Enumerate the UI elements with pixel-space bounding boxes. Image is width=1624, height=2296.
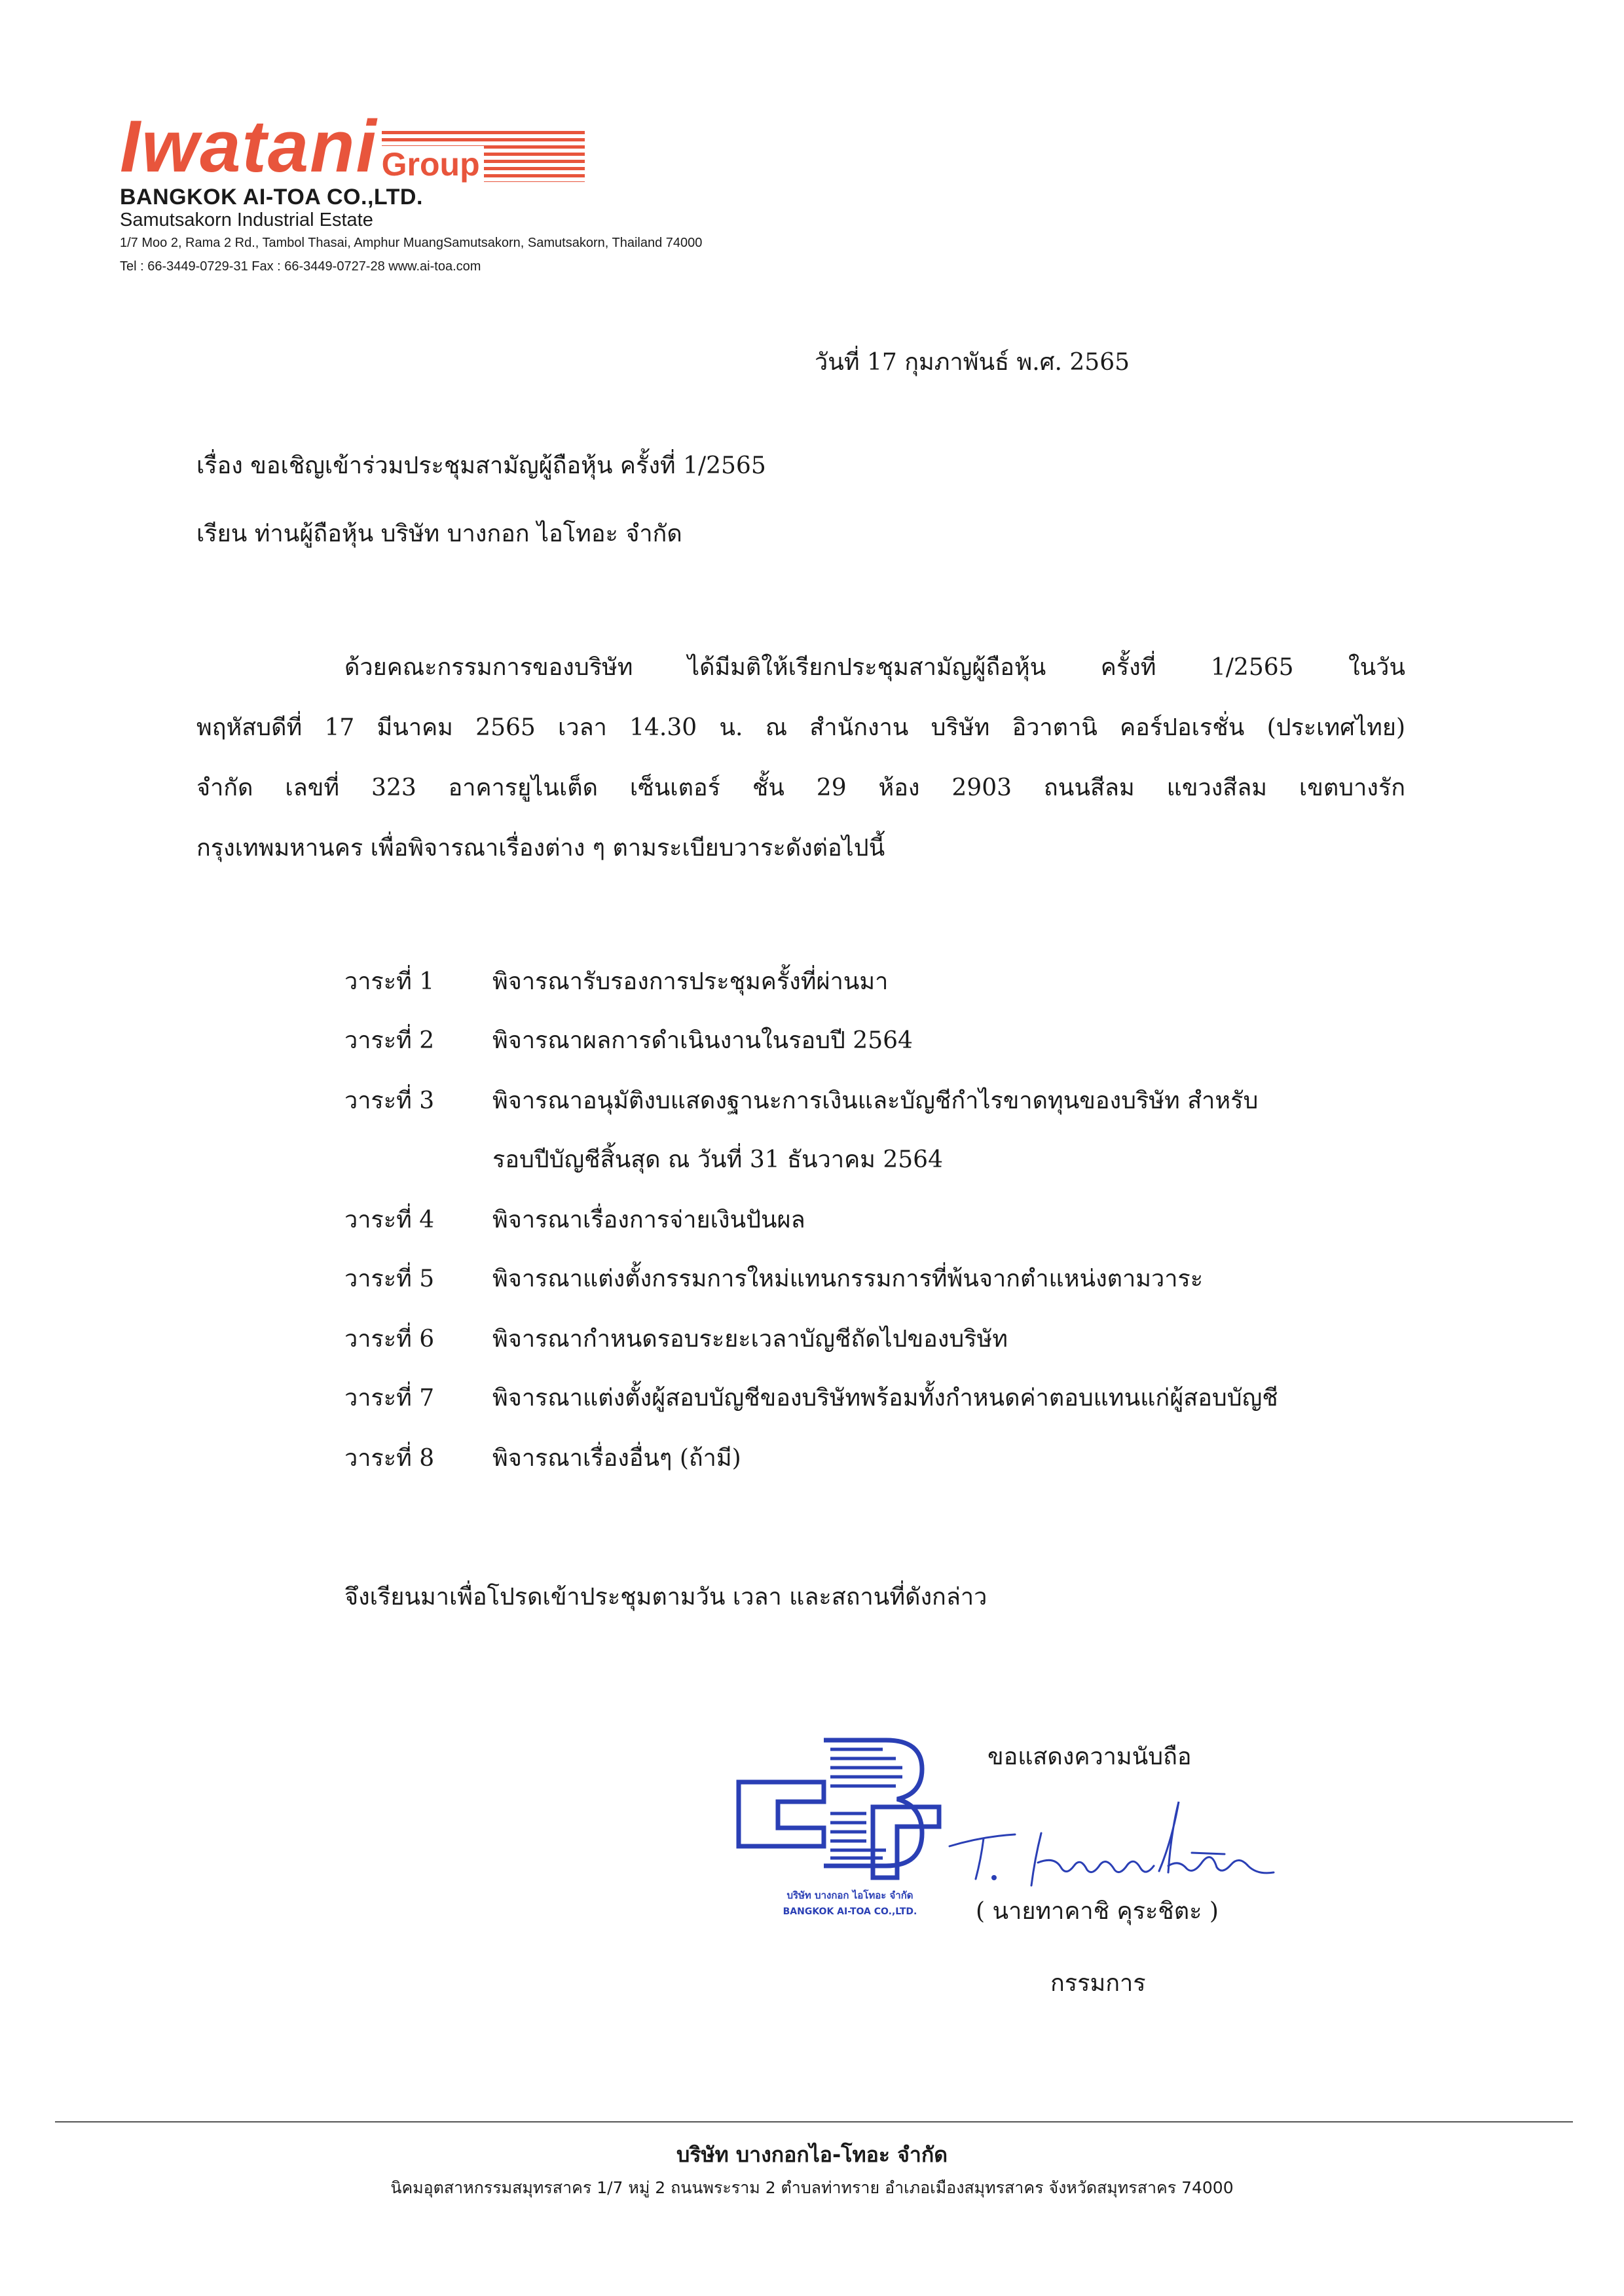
industrial-estate: Samutsakorn Industrial Estate <box>120 210 373 230</box>
agenda-item: พิจารณาเรื่องการจ่ายเงินปันผล <box>492 1207 805 1233</box>
letter-recipient: เรียน ท่านผู้ถือหุ้น บริษัท บางกอก ไอโทอะ จำกัด <box>196 520 682 547</box>
agenda-item: พิจารณาแต่งตั้งผู้สอบบัญชีของบริษัทพร้อมทั้งกำหนดค่าตอบแทนแก่ผู้สอบบัญชี <box>492 1385 1278 1412</box>
company-logo <box>120 105 484 187</box>
logo-group-text: Group <box>382 146 484 183</box>
paragraph-line-3: จำกัด เลขที่ 323 อาคารยูไนเต็ด เซ็นเตอร์ ชั้น 29 ห้อง 2903 ถนนสีลม แขวงสีลม เขตบางรัก <box>196 774 1405 801</box>
regards: ขอแสดงความนับถือ <box>987 1743 1192 1770</box>
agenda-number: วาระที่ 4 <box>344 1207 435 1233</box>
stamp-text-en: BANGKOK AI-TOA CO.,LTD. <box>783 1906 917 1917</box>
logo-iwatani: Iwatani <box>120 105 378 187</box>
letter-date: วันที่ 17 กุมภาพันธ์ พ.ศ. 2565 <box>815 349 1130 376</box>
letter-subject: เรื่อง ขอเชิญเข้าร่วมประชุมสามัญผู้ถือหุ้น ครั้งที่ 1/2565 <box>196 452 766 479</box>
agenda-number: วาระที่ 8 <box>344 1445 435 1472</box>
agenda-item: พิจารณาแต่งตั้งกรรมการใหม่แทนกรรมการที่พ้นจากตำแหน่งตามวาระ <box>492 1266 1204 1292</box>
signer-position: กรรมการ <box>1050 1970 1146 1997</box>
footer-company-name: บริษัท บางกอกไอ-โทอะ จำกัด <box>676 2142 948 2167</box>
agenda-number: วาระที่ 1 <box>344 968 435 995</box>
paragraph-line-1: ด้วยคณะกรรมการของบริษัท ได้มีมติให้เรียกประชุมสามัญผู้ถือหุ้น ครั้งที่ 1/2565 ในวัน <box>344 654 1405 681</box>
footer-address: นิคมอุตสาหกรรมสมุทรสาคร 1/7 หมู่ 2 ถนนพระราม 2 ตำบลท่าทราย อำเภอเมืองสมุทรสาคร จังหวัดสมุทรสาคร 74000 <box>390 2178 1234 2197</box>
agenda-number: วาระที่ 3 <box>344 1087 435 1114</box>
agenda-item: พิจารณาอนุมัติงบแสดงฐานะการเงินและบัญชีกำไรขาดทุนของบริษัท สำหรับ <box>492 1087 1259 1114</box>
footer-divider <box>55 2121 1573 2123</box>
company-contact-en: Tel : 66-3449-0729-31 Fax : 66-3449-0727-28 www.ai-toa.com <box>120 259 481 274</box>
agenda-number: วาระที่ 6 <box>344 1326 435 1353</box>
agenda-item: พิจารณารับรองการประชุมครั้งที่ผ่านมา <box>492 968 889 995</box>
stamp-text-thai: บริษัท บางกอก ไอโทอะ จำกัด <box>786 1889 913 1901</box>
agenda-item-continued: รอบปีบัญชีสิ้นสุด ณ วันที่ 31 ธันวาคม 2564 <box>492 1146 943 1173</box>
agenda-number: วาระที่ 7 <box>344 1385 435 1412</box>
paragraph-line-4: กรุงเทพมหานคร เพื่อพิจารณาเรื่องต่าง ๆ ตามระเบียบวาระดังต่อไปนี้ <box>196 835 885 862</box>
logo-group-mark <box>382 148 484 181</box>
company-name-en: BANGKOK AI-TOA CO.,LTD. <box>120 185 423 210</box>
closing-sentence: จึงเรียนมาเพื่อโปรดเข้าประชุมตามวัน เวลา และสถานที่ดังกล่าว <box>344 1584 987 1611</box>
agenda-item: พิจารณากำหนดรอบระยะเวลาบัญชีถัดไปของบริษัท <box>492 1326 1008 1353</box>
company-stamp <box>726 1728 942 1931</box>
company-address-en: 1/7 Moo 2, Rama 2 Rd., Tambol Thasai, Amphur MuangSamutsakorn, Samutsakorn, Thailand 74000 <box>120 236 703 250</box>
paragraph-line-2: พฤหัสบดีที่ 17 มีนาคม 2565 เวลา 14.30 น. ณ สำนักงาน บริษัท อิวาตานิ คอร์ปอเรชั่น (ประเทศไทย) <box>196 714 1405 741</box>
agenda-number: วาระที่ 2 <box>344 1027 435 1054</box>
agenda-item: พิจารณาเรื่องอื่นๆ (ถ้ามี) <box>492 1445 741 1472</box>
signer-name: ( นายทาคาชิ คุระชิตะ ) <box>976 1898 1219 1925</box>
handwritten-signature <box>943 1794 1283 1892</box>
agenda-item: พิจารณาผลการดำเนินงานในรอบปี 2564 <box>492 1027 913 1054</box>
agenda-number: วาระที่ 5 <box>344 1266 435 1292</box>
